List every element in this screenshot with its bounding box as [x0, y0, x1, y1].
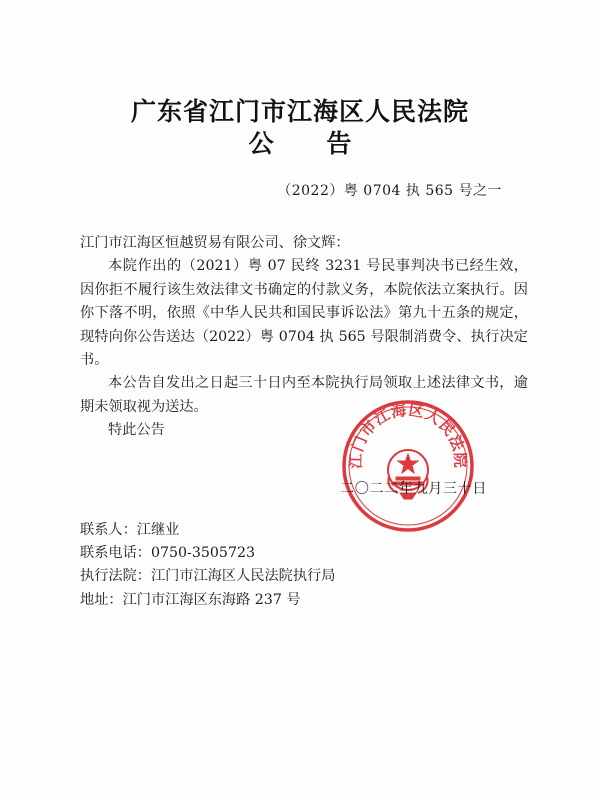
executing-court: 执行法院：江门市江海区人民法院执行局: [80, 568, 336, 585]
addressee: 江门市江海区恒越贸易有限公司、徐文辉：: [80, 235, 350, 251]
court-seal-stamp: [340, 398, 476, 534]
issue-date: 二〇二二年九月三十日: [340, 481, 487, 497]
notice-paragraph-2: 本公告自发出之日起三十日内至本院执行局领取上述法律文书，逾期未领取视为送达。: [80, 375, 528, 415]
contact-person: 联系人：江继业: [80, 522, 180, 538]
closing-statement: 特此公告: [108, 422, 165, 439]
document-type-heading: 公 告: [248, 129, 374, 158]
contact-phone: 联系电话：0750-3505723: [80, 545, 256, 562]
contact-info-block: [80, 519, 335, 612]
court-name-heading: 广东省江门市江海区人民法院: [130, 97, 469, 126]
notice-paragraph-1: 本院作出的（2021）粤 07 民终 3231 号民事判决书已经生效，因你拒不履行该生效法律文书确定的付款义务，本院依法立案执行。因你下落不明，依照《中华人民共和国民事诉讼法》第九十五条的规定，现特向你公告送达（2022）粤 0704 执 565 号限制消费令、执行决定书。: [80, 258, 528, 369]
court-address: 地址：江门市江海区东海路 237 号: [80, 591, 301, 608]
svg-text:江门市江海区人民法院: 江门市江海区人民法院: [346, 400, 470, 469]
case-number: （2022）粤 0704 执 565 号之一: [277, 183, 502, 199]
